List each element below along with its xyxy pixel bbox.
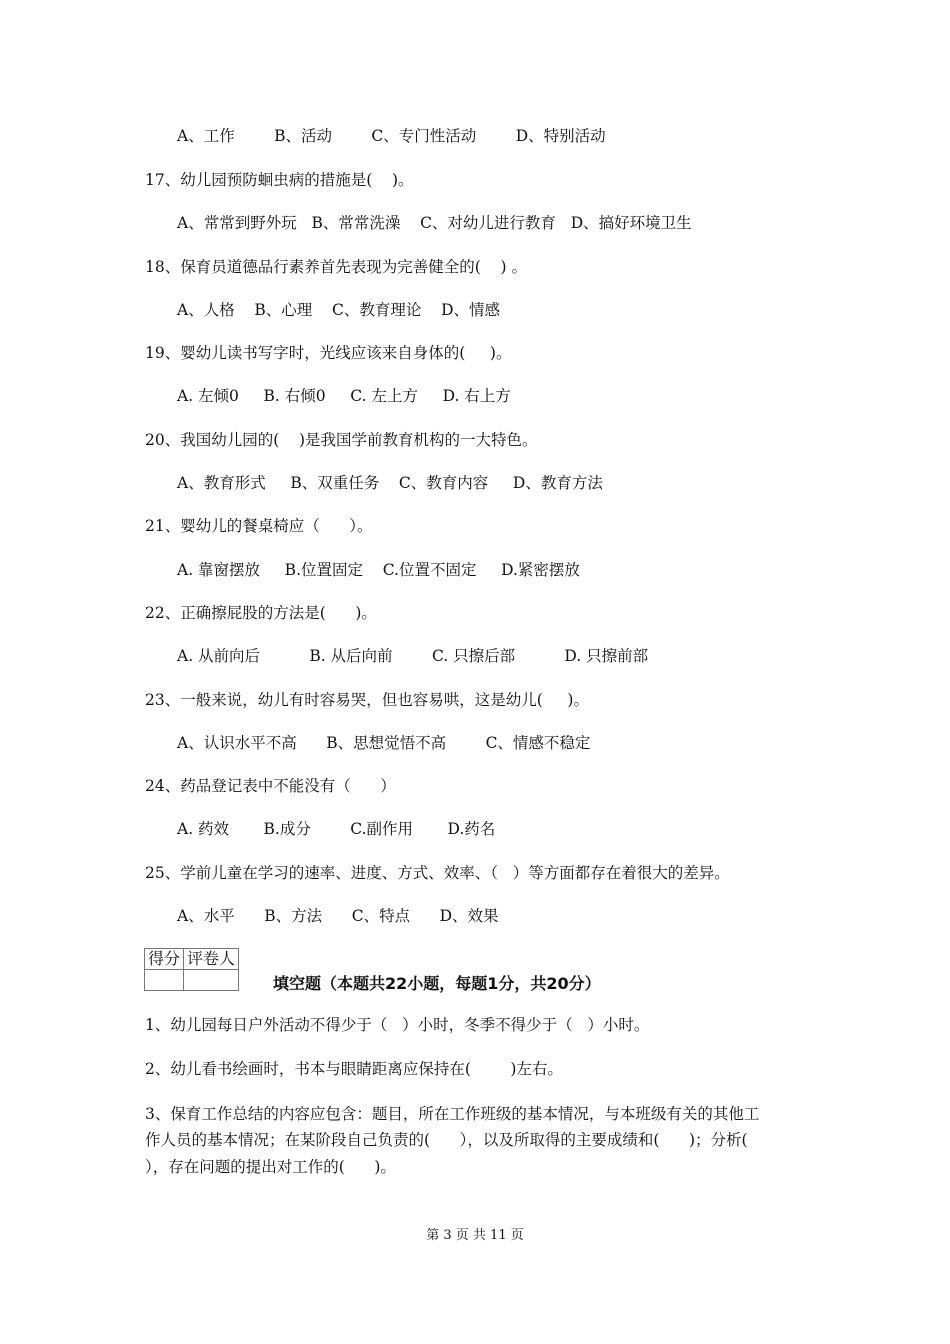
q25: 25、学前儿童在学习的速率、进度、方式、效率、（ ）等方面都存在着很大的差异。 [145, 864, 730, 882]
q17-options: A、常常到野外玩 B、常常洗澡 C、对幼儿进行教育 D、搞好环境卫生 [177, 214, 692, 232]
q19-options: A. 左倾0 B. 右倾0 C. 左上方 D. 右上方 [177, 387, 511, 405]
q24-options: A. 药效 B.成分 C.副作用 D.药名 [177, 820, 496, 838]
q20: 20、我国幼儿园的( )是我国学前教育机构的一大特色。 [145, 431, 538, 449]
q16-options: A、工作 B、活动 C、专门性活动 D、特别活动 [177, 127, 606, 145]
fill-q3-line1: 3、保育工作总结的内容应包含：题目，所在工作班级的基本情况，与本班级有关的其他工 [145, 1105, 760, 1123]
q24: 24、药品登记表中不能没有（ ） [145, 777, 396, 795]
score-table [144, 948, 239, 991]
q18: 18、保育员道德品行素养首先表现为完善健全的( ) 。 [145, 258, 527, 276]
q21: 21、婴幼儿的餐桌椅应（ ）。 [145, 517, 373, 535]
score-header: 得分 [145, 949, 184, 970]
page-footer: 第 3 页 共 11 页 [426, 1228, 524, 1243]
grader-cell [184, 970, 239, 991]
q20-options: A、教育形式 B、双重任务 C、教育内容 D、教育方法 [177, 474, 603, 492]
q25-options: A、水平 B、方法 C、特点 D、效果 [177, 907, 499, 925]
q19: 19、婴幼儿读书写字时，光线应该来自身体的( )。 [145, 344, 512, 362]
score-cell [145, 970, 184, 991]
q18-options: A、人格 B、心理 C、教育理论 D、情感 [177, 301, 500, 319]
fill-q3-line2: 作人员的基本情况；在某阶段自己负责的( ），以及所取得的主要成绩和( )；分析( [145, 1131, 748, 1149]
q22-options: A. 从前向后 B. 从后向前 C. 只擦后部 D. 只擦前部 [177, 647, 649, 665]
fill-q3-line3: ），存在问题的提出对工作的( )。 [145, 1158, 396, 1176]
grader-header: 评卷人 [184, 949, 239, 970]
q23: 23、一般来说，幼儿有时容易哭，但也容易哄，这是幼儿( )。 [145, 691, 589, 709]
q23-options: A、认识水平不高 B、思想觉悟不高 C、情感不稳定 [177, 734, 591, 752]
fill-q1: 1、幼儿园每日户外活动不得少于（ ）小时，冬季不得少于（ ）小时。 [145, 1016, 650, 1034]
q21-options: A. 靠窗摆放 B.位置固定 C.位置不固定 D.紧密摆放 [177, 561, 580, 579]
fill-q2: 2、幼儿看书绘画时，书本与眼睛距离应保持在( )左右。 [145, 1060, 563, 1078]
section-title: 填空题（本题共22小题，每题1分，共20分） [273, 974, 601, 993]
q22: 22、正确擦屁股的方法是( )。 [145, 604, 377, 622]
q17: 17、幼儿园预防蛔虫病的措施是( )。 [145, 171, 414, 189]
